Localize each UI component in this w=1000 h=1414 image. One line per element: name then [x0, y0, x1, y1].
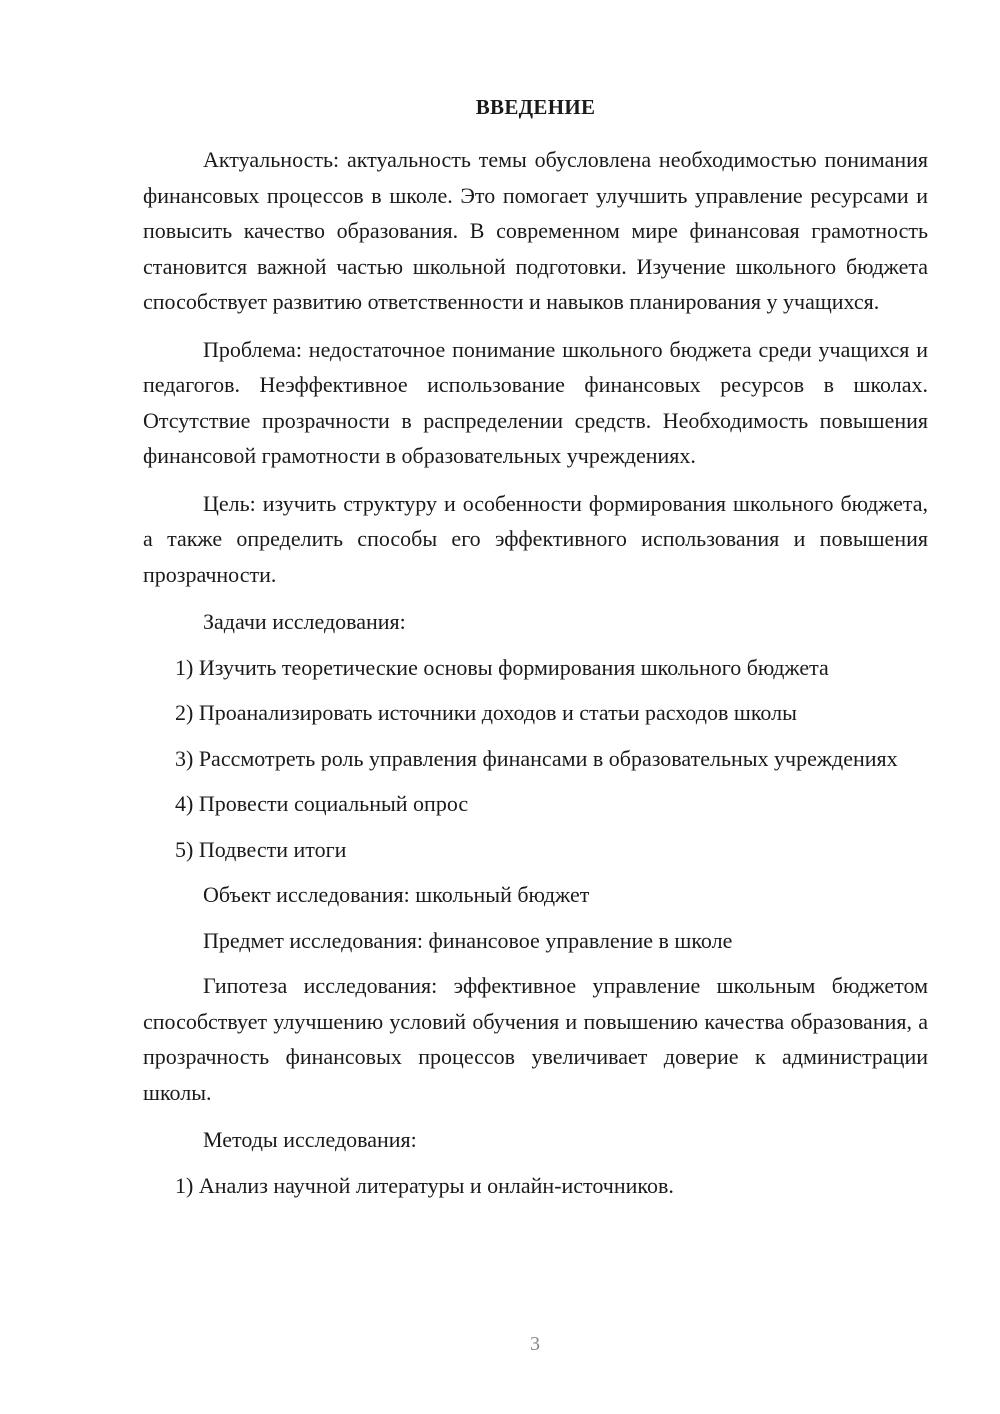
research-subject: Предмет исследования: финансовое управление в школе [203, 927, 733, 953]
page-content [143, 95, 928, 1213]
task-item-4: 4) Провести социальный опрос [175, 791, 469, 816]
section-title: ВВЕДЕНИЕ [475, 95, 596, 119]
task-item-5: 5) Подвести итоги [175, 836, 347, 862]
methods-heading: Методы исследования: [203, 1127, 417, 1152]
paragraph-hypothesis: Гипотеза исследования: эффективное управление школьным бюджетом способствует улучшению условий обучения и повышению качества образования, а прозрачность финансовых процессов увеличивает доверие к администрации школы. [143, 973, 928, 1105]
method-item-1: 1) Анализ научной литературы и онлайн-источников. [175, 1172, 674, 1198]
paragraph-goal: Цель: изучить структуру и особенности формирования школьного бюджета, а также определить способы его эффективного использования и повышения прозрачности. [143, 490, 928, 587]
paragraph-relevance: Актуальность: актуальность темы обусловлена необходимостью понимания финансовых процессов в школе. Это помогает улучшить управление ресурсами и повысить качество образования. В современном мире финансовая грамотность становится важной частью школьной подготовки. Изучение школьного бюджета способствует развитию ответственности и навыков планирования у учащихся. [143, 147, 928, 314]
task-item-2: 2) Проанализировать источники доходов и статьи расходов школы [175, 700, 797, 725]
page-number: 3 [530, 1333, 540, 1355]
research-object: Объект исследования: школьный бюджет [203, 882, 590, 907]
task-item-1: 1) Изучить теоретические основы формирования школьного бюджета [175, 654, 829, 680]
tasks-heading: Задачи исследования: [203, 609, 406, 634]
task-item-3: 3) Рассмотреть роль управления финансами в образовательных учреждениях [175, 745, 898, 771]
paragraph-problem: Проблема: недостаточное понимание школьного бюджета среди учащихся и педагогов. Неэффективное использование финансовых ресурсов в школах. Отсутствие прозрачности в распределении средств. Необходимость повышения финансовой грамотности в образовательных учреждениях. [143, 336, 928, 468]
